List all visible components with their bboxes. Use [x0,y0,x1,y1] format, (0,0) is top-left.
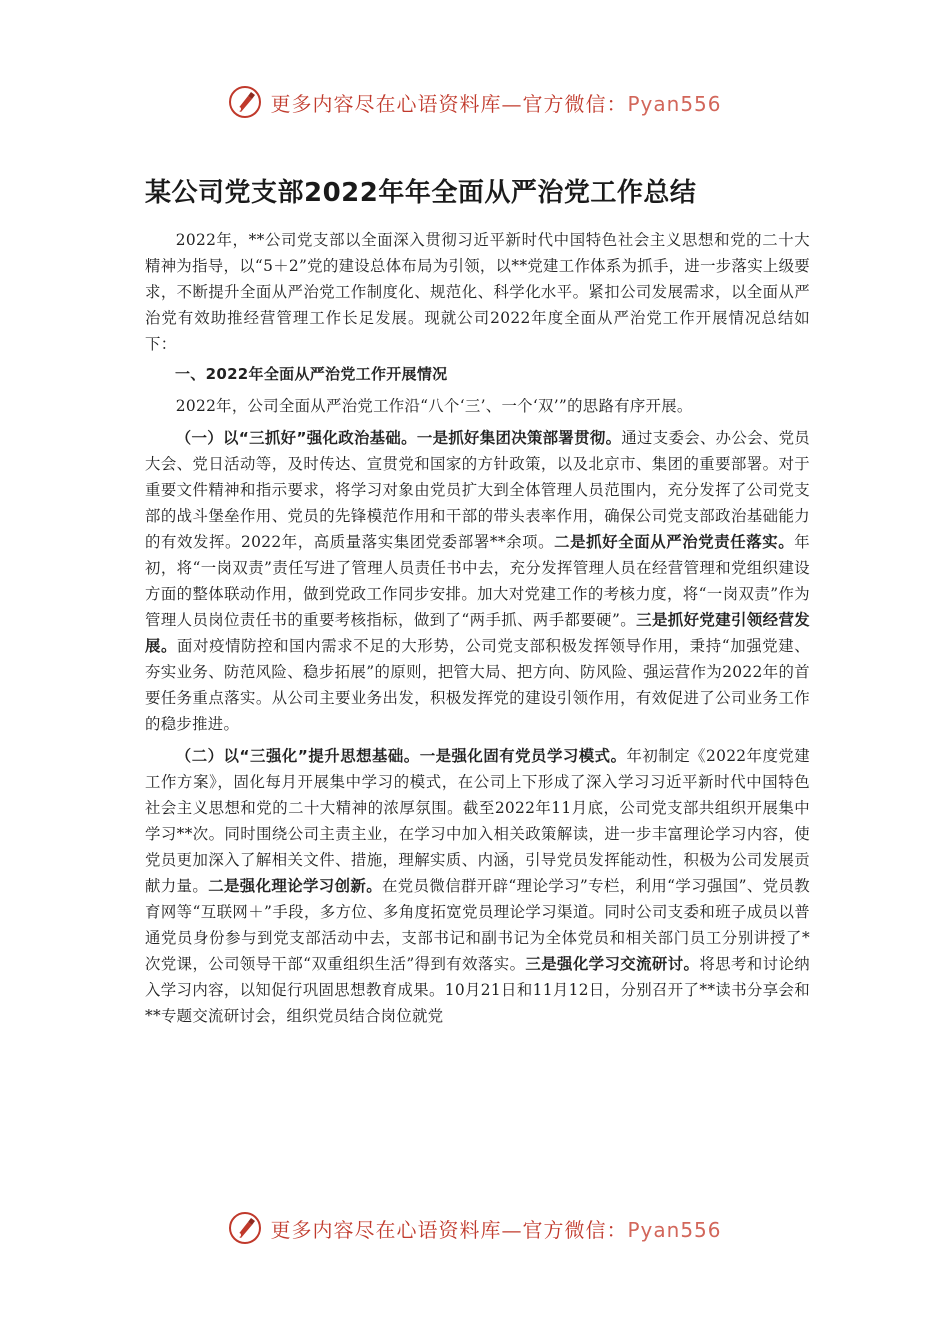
intro-paragraph: 2022年，**公司党支部以全面深入贯彻习近平新时代中国特色社会主义思想和党的二十大精神为指导，以“5＋2”党的建设总体布局为引领，以**党建工作体系为抓手，进一步落实上级要求，不断提升全面从严治党工作制度化、规范化、科学化水平。紧扣公司发展需求，以全面从严治党有效助推经营管理工作长足发展。现就公司2022年度全面从严治党工作开展情况总结如下： [145,231,810,353]
banner-wechat-id: Pyan556 [627,1217,722,1242]
body-text: 通过支委会、办公会、党员大会、党日活动等，及时传达、宣贯党和国家的方针政策，以及北京市、集团的重要部署。对于重要文件精神和指示要求，将学习对象由党员扩大到全体管理人员范围内，充分发挥了公司党支部的战斗堡垒作用、党员的先锋模范作用和干部的带头表率作用，确保公司党支部政治基础能力的有效发挥。2022年，高质量落实集团党委部署**余项。 [145,429,810,551]
header-banner [0,82,950,122]
document-body [145,172,810,1029]
section-heading: 一、2022年全面从严治党工作开展情况 [175,365,448,383]
paragraph-san-zhua-hao [145,425,810,737]
bold-lead: 三是抓好党建引领经营发展。 [145,611,810,655]
body-text: 年初，将“一岗双责”责任写进了管理人员责任书中去，充分发挥管理人员在经营管理和党组织建设方面的整体联动作用，做到党政工作同步安排。加大对党建工作的考核力度，将“一岗双责”作为管理人员岗位责任书的重要考核指标，做到了“两手抓、两手都要硬”。 [145,533,810,629]
banner-wechat-label: 官方微信： [522,91,628,116]
pen-nib-logo-icon [228,1211,262,1245]
bold-lead: 三是强化学习交流研讨。 [525,955,700,973]
body-text: 年初制定《2022年度党建工作方案》，固化每月开展集中学习的模式，在公司上下形成了深入学习习近平新时代中国特色社会主义思想和党的二十大精神的浓厚氛围。截至2022年11月底，公司党支部共组织开展集中学习**次。同时围绕公司主责主业，在学习中加入相关政策解读，进一步丰富理论学习内容，使党员更加深入了解相关文件、措施，理解实质、内涵，引导党员发挥能动性，积极为公司发展贡献力量。 [145,747,810,895]
body-text: 在党员微信群开辟“理论学习”专栏，利用“学习强国”、党员教育网等“互联网＋”手段，多方位、多角度拓宽党员理论学习渠道。同时公司支委和班子成员以普通党员身份参与到党支部活动中去，支部书记和副书记为全体党员和相关部门员工分别讲授了*次党课，公司领导干部“双重组织生活”得到有效落实。 [145,877,810,973]
banner-separator: — [501,91,523,116]
banner-site-text: 更多内容尽在心语资料库 [270,91,502,116]
bold-lead: （一）以“三抓好”强化政治基础。一是抓好集团决策部署贯彻。 [175,429,622,447]
banner-separator: — [501,1217,523,1242]
bold-lead: 二是强化理论学习创新。 [208,877,382,895]
footer-banner [0,1208,950,1248]
body-text: 将思考和讨论纳入学习内容，以知促行巩固思想教育成果。10月21日和11月12日，分别召开了**读书分享会和**专题交流研讨会，组织党员结合岗位就党 [145,955,810,1025]
section-intro-paragraph: 2022年，公司全面从严治党工作沿“八个‘三’、一个‘双’”的思路有序开展。 [175,397,693,415]
banner-wechat-id: Pyan556 [627,91,722,116]
paragraph-san-qiang-hua [145,743,810,1029]
banner-wechat-label: 官方微信： [522,1217,628,1242]
banner-site-text: 更多内容尽在心语资料库 [270,1217,502,1242]
document-title: 某公司党支部2022年年全面从严治党工作总结 [145,178,697,208]
bold-lead: 二是抓好全面从严治党责任落实。 [554,533,795,551]
pen-nib-logo-icon [228,85,262,119]
bold-lead: （二）以“三强化”提升思想基础。一是强化固有党员学习模式。 [175,747,627,765]
body-text: 面对疫情防控和国内需求不足的大形势，公司党支部积极发挥领导作用，秉持“加强党建、夯实业务、防范风险、稳步拓展”的原则，把管大局、把方向、防风险、强运营作为2022年的首要任务重点落实。从公司主要业务出发，积极发挥党的建设引领作用，有效促进了公司业务工作的稳步推进。 [145,637,810,733]
